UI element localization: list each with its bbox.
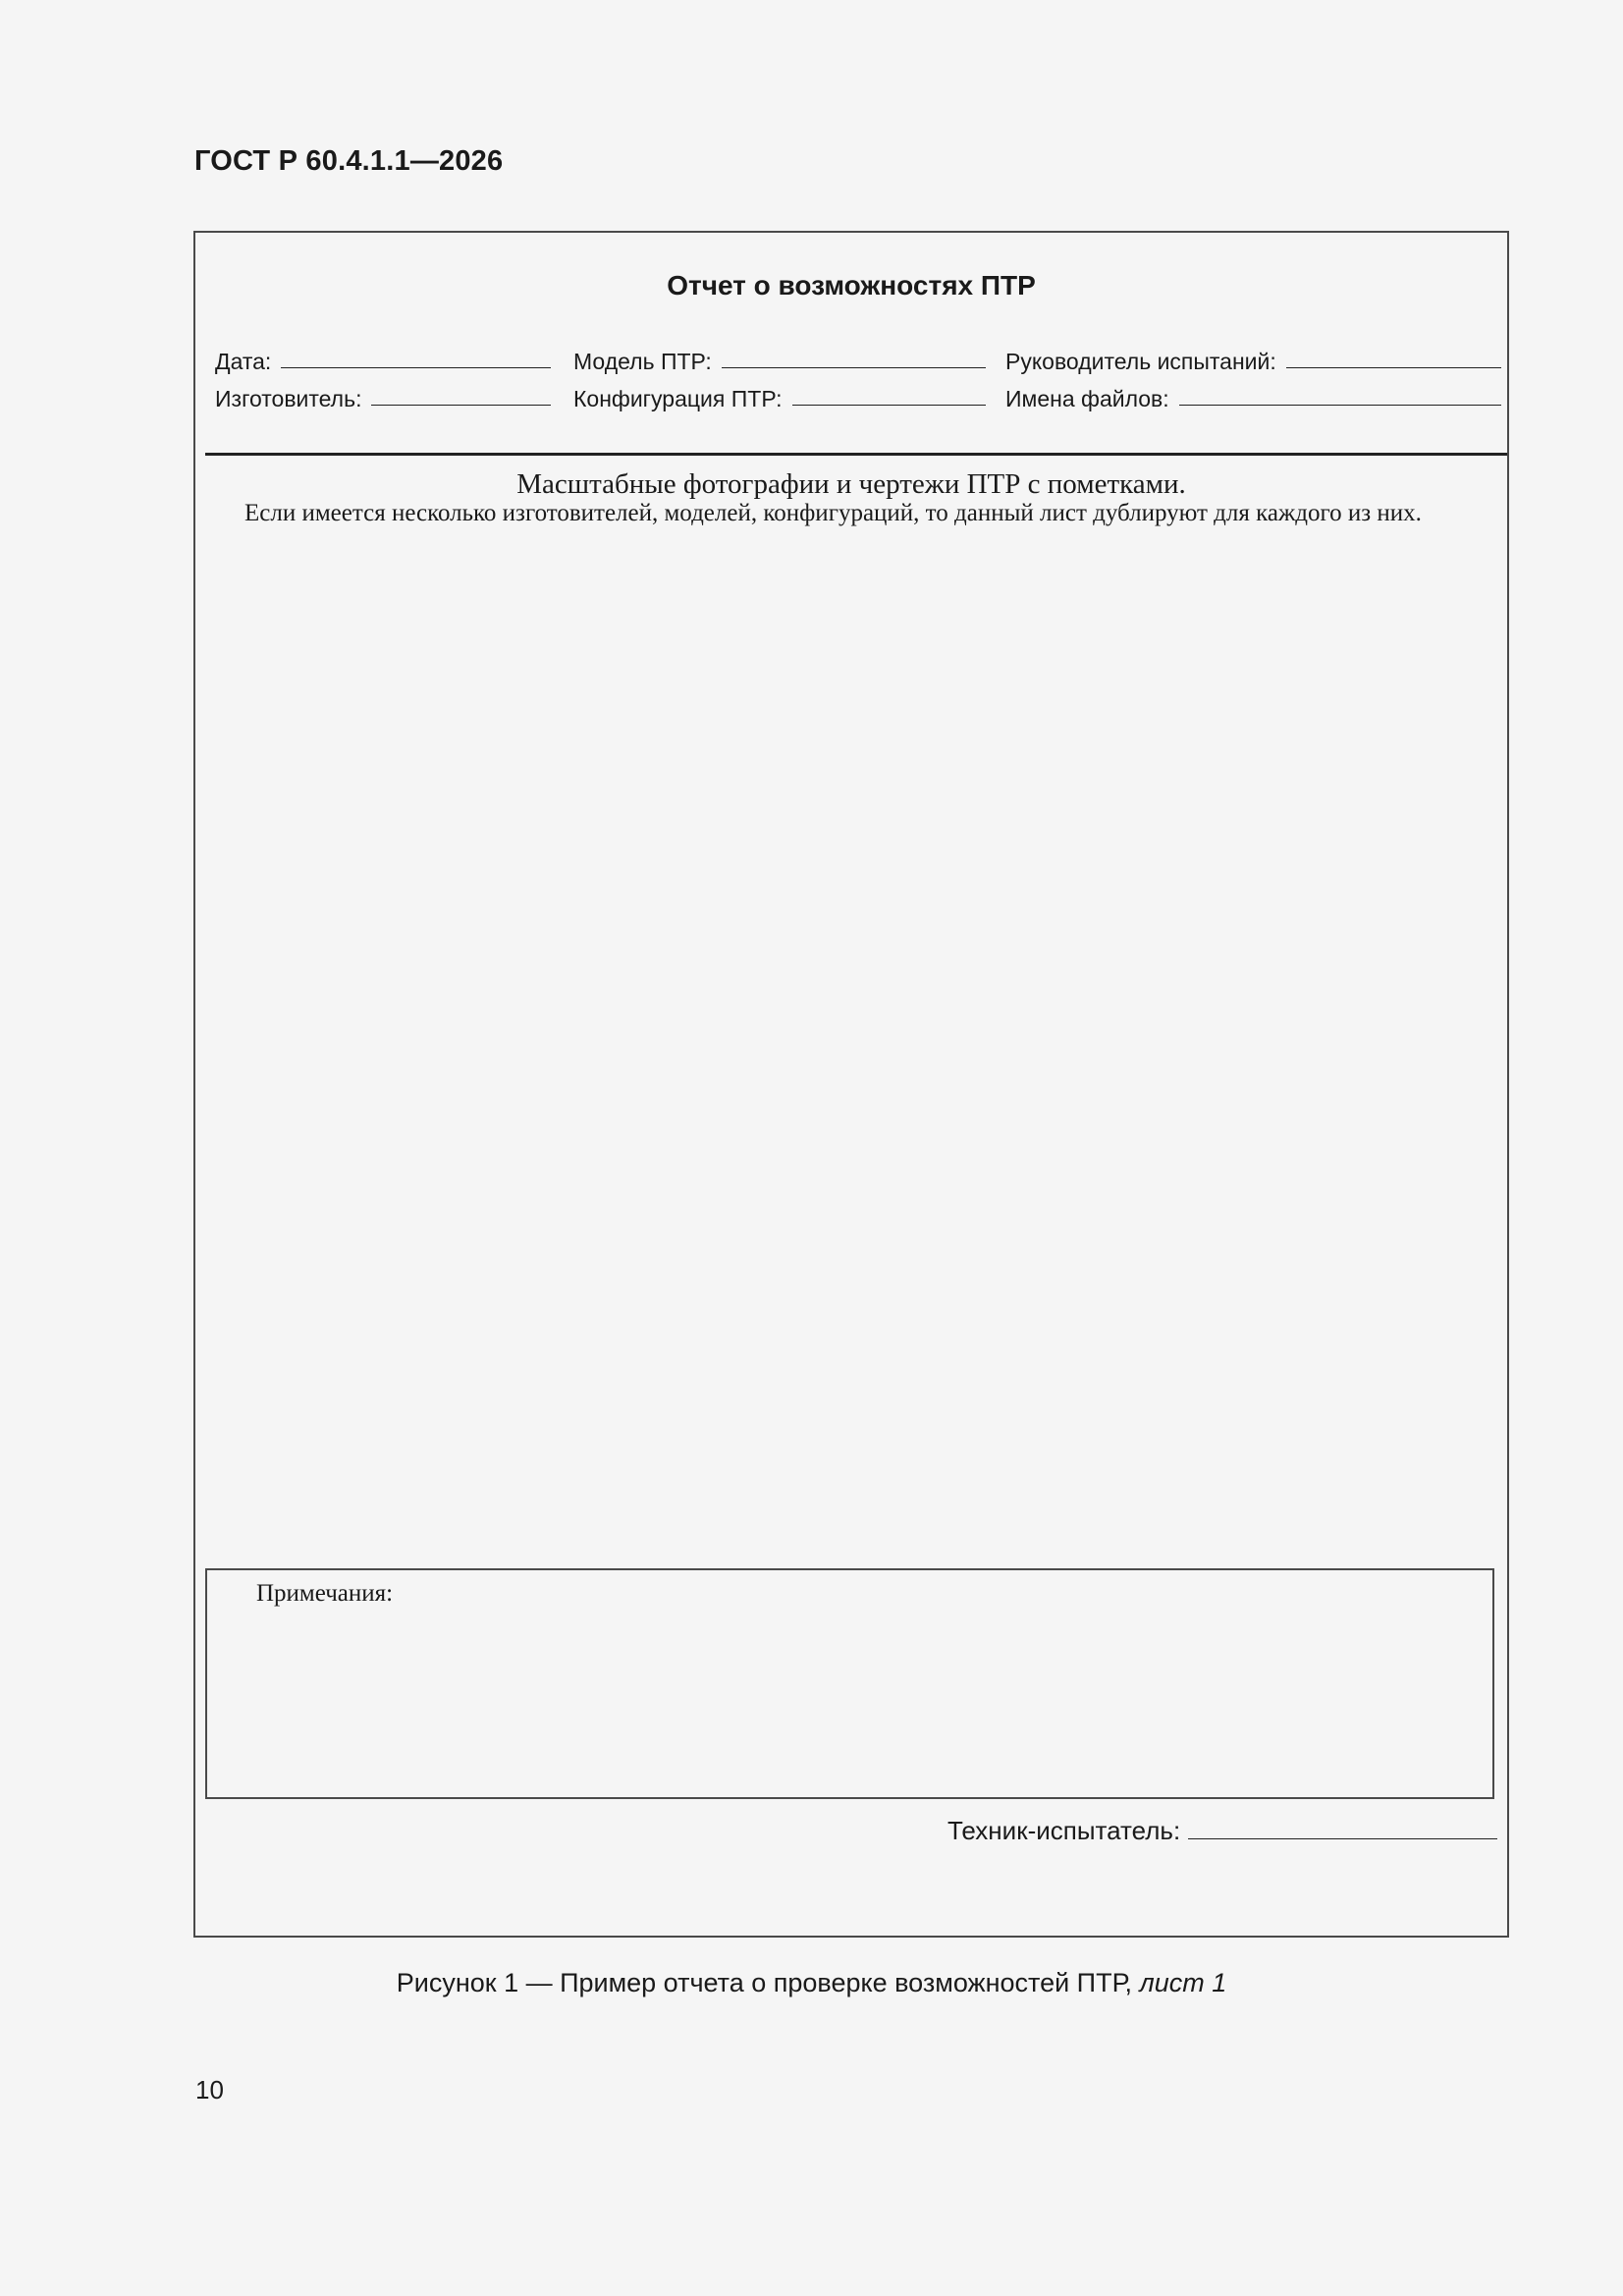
figure-caption — [0, 1968, 1623, 1998]
technician-input-line[interactable] — [1188, 1834, 1497, 1839]
photo-section-title: Масштабные фотографии и чертежи ПТР с пометками. — [516, 468, 1186, 500]
date-label: Дата: — [215, 349, 272, 374]
section-divider — [205, 453, 1507, 456]
model-field[interactable] — [573, 343, 986, 374]
model-input-line[interactable] — [722, 363, 986, 368]
date-input-line[interactable] — [281, 363, 551, 368]
notes-label: Примечания: — [256, 1580, 394, 1607]
form-title: Отчет о возможностях ПТР — [667, 270, 1036, 301]
technician-field[interactable] — [947, 1814, 1497, 1845]
configuration-input-line[interactable] — [792, 401, 986, 406]
test-lead-field[interactable] — [1005, 343, 1501, 374]
manufacturer-label: Изготовитель: — [215, 386, 362, 411]
document-header: ГОСТ Р 60.4.1.1—2026 — [194, 145, 504, 177]
configuration-field[interactable] — [573, 380, 986, 411]
figure-caption-sheet: лист 1 — [1139, 1968, 1227, 1997]
field-row-1 — [215, 343, 1497, 374]
manufacturer-input-line[interactable] — [371, 401, 551, 406]
manufacturer-field[interactable] — [215, 380, 551, 411]
file-names-input-line[interactable] — [1179, 401, 1501, 406]
technician-label: Техник-испытатель: — [947, 1816, 1181, 1845]
field-row-2 — [215, 380, 1497, 411]
figure-caption-main: Рисунок 1 — Пример отчета о проверке возможностей ПТР, — [396, 1968, 1132, 1997]
photo-section-note: Если имеется несколько изготовителей, моделей, конфигураций, то данный лист дублируют для каждого из них. — [244, 500, 1422, 526]
date-field[interactable] — [215, 343, 551, 374]
file-names-label: Имена файлов: — [1005, 386, 1169, 411]
test-lead-label: Руководитель испытаний: — [1005, 349, 1276, 374]
test-lead-input-line[interactable] — [1286, 363, 1501, 368]
model-label: Модель ПТР: — [573, 349, 712, 374]
file-names-field[interactable] — [1005, 380, 1501, 411]
capability-report-form — [193, 231, 1509, 1938]
notes-box[interactable] — [205, 1568, 1494, 1799]
configuration-label: Конфигурация ПТР: — [573, 386, 783, 411]
page-number: 10 — [195, 2075, 224, 2105]
